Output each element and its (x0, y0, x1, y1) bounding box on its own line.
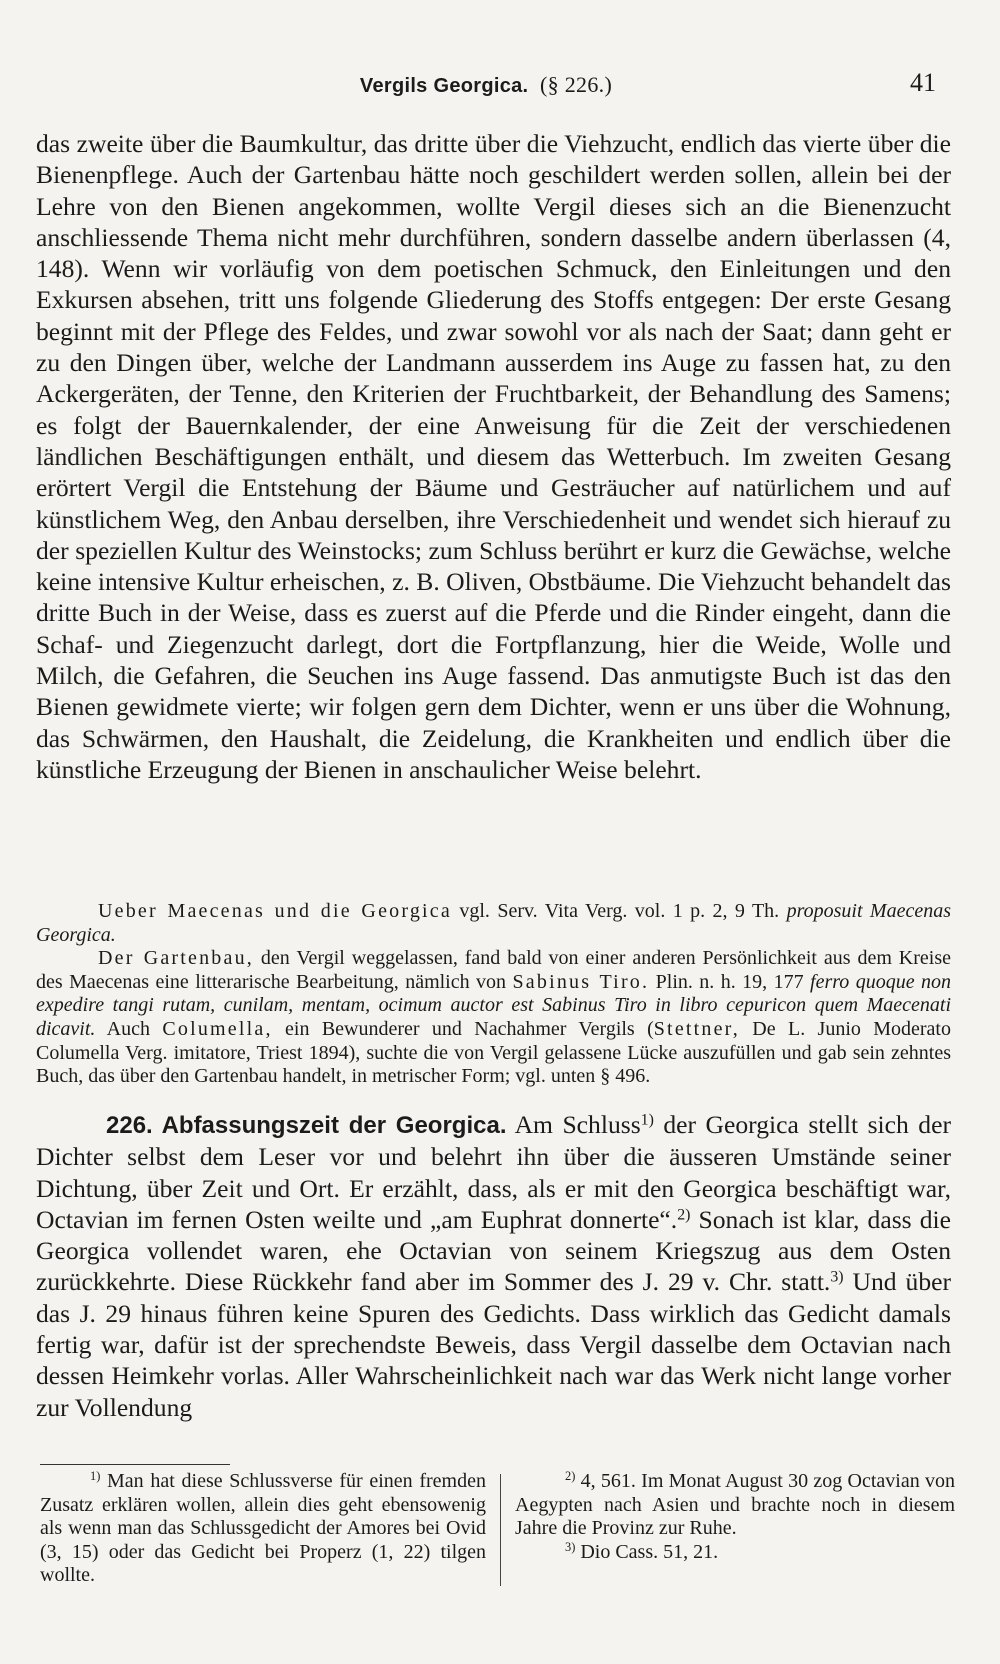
footnote-1 (40, 1470, 486, 1588)
footnote-ref-2[interactable]: 2) (677, 1206, 691, 1224)
running-title (36, 72, 936, 98)
note-pliny-quote: ferro quoque non expedire tangi rutam, cunilam, mentam, ocimum auctor est Sabinus Tiro in libro cepuricon quem Maecenati dicavit. (36, 970, 952, 1040)
page-number: 41 (910, 68, 936, 97)
footnote-3-text: Dio Cass. 51, 21. (575, 1540, 719, 1563)
note-maecenas-quote: proposuit Maecenas Georgica. (36, 900, 952, 946)
footnote-1-text: Man hat diese Schlussverse für einen fremden Zusatz erklären wollen, allein dies geht ebensowenig als wenn man das Schlussgedicht der Amores bei Ovid (3, 15) oder das Gedicht bei Properz (1, 22) tilgen wollte. (40, 1470, 486, 1586)
note-gartenbau-text-e: De L. Junio Moderato Columella Verg. imitatore, Triest 1894), suchte die von Vergil gelassene Lücke auszufüllen und gab sein zehntes Buch, das über den Gartenbau handelt, in metrischer Form; vgl. unten § 496. (36, 1017, 951, 1088)
note-gartenbau-text-c: Auch (95, 1017, 163, 1040)
footnote-1-mark: 1) (90, 1469, 101, 1484)
note-gartenbau-text-a: den Vergil weggelassen, fand bald von einer anderen Persönlichkeit aus dem Kreise des Maecenas eine litterarische Bearbeitung, nämlich von (36, 947, 951, 993)
small-print-notes (36, 900, 951, 1089)
section-paragraph (36, 1109, 951, 1423)
note-sabinus: Sabinus Tiro. (512, 970, 650, 993)
footnote-3 (515, 1541, 955, 1565)
running-title-main: Vergils Georgica. (359, 75, 529, 97)
main-text (36, 128, 951, 785)
section-226 (36, 1109, 951, 1423)
section-text-a: Am Schluss (506, 1110, 641, 1139)
note-maecenas-ref: vgl. Serv. Vita Verg. vol. 1 p. 2, 9 Th. (451, 900, 787, 922)
section-text-c: Sonach ist klar, dass die Georgica vollendet waren, ehe Octavian von seinem Kriegszug aus dem Osten zurückkehrte. Diese Rückkehr fand aber im Sommer des J. 29 v. Chr. statt. (36, 1204, 951, 1297)
note-stettner: Stettner, (653, 1017, 740, 1040)
note-gartenbau-text-d: ein Bewunderer und Nachahmer Vergils ( (272, 1017, 654, 1040)
footnotes (40, 1470, 955, 1590)
footnote-3-mark: 3) (565, 1539, 576, 1554)
note-columella: Columella, (162, 1017, 273, 1040)
footnote-2-text: 4, 561. Im Monat August 30 zog Octavian von Aegypten nach Asien und brachte noch in diesem Jahre die Provinz zur Ruhe. (515, 1470, 955, 1539)
section-heading: 226. Abfassungszeit der Georgica. (106, 1112, 507, 1139)
footnote-column-right (515, 1470, 955, 1564)
footnote-column-left (40, 1470, 486, 1588)
footnote-rule (40, 1464, 230, 1465)
body-paragraph: das zweite über die Baumkultur, das dritte über die Viehzucht, endlich das vierte über die Bienenpflege. Auch der Gartenbau hätte noch geschildert werden sollen, allein bei der Lehre von den Bienen angekommen, wollte Vergil dieses sich an die Bienenzucht anschliessende Thema nicht mehr durchführen, sondern dasselbe andern überlassen (4, 148). Wenn wir vorläufig von dem poetischen Schmuck, den Einleitungen und den Exkursen absehen, tritt uns folgende Gliederung des Stoffs entgegen: Der erste Gesang beginnt mit der Pflege des Feldes, und zwar sowohl vor als nach der Saat; dann geht er zu den Dingen über, welche der Landmann ausserdem ins Auge zu fassen hat, zu den Ackergeräten, der Tenne, den Kriterien der Fruchtbarkeit, der Behandlung des Samens; es folgt der Bauernkalender, der eine Anweisung für die Zeit der verschiedenen ländlichen Beschäftigungen enthält, und diesem das Wetterbuch. Im zweiten Gesang erörtert Vergil die Entstehung der Bäume und Gesträucher auf natürlichem und auf künstlichem Weg, den Anbau derselben, ihre Verschiedenheit und wendet sich hierauf zu der speziellen Kultur des Weinstocks; zum Schluss berührt er kurz die Gewächse, welche keine intensive Kultur erheischen, z. B. Oliven, Obstbäume. Die Viehzucht behandelt das dritte Buch in der Weise, dass es zuerst auf die Pferde und die Rinder eingeht, dann die Schaf- und Ziegenzucht darlegt, dort die Fortpflanzung, hier die Weide, Wolle und Milch, die Gefahren, die Seuchen ins Auge fassend. Das anmutigste Buch ist das den Bienen gewidmete vierte; wir folgen gern dem Dichter, wenn er uns über die Wohnung, das Schwärmen, den Haushalt, die Zeidelung, die Krankheiten und endlich über die künstliche Erzeugung der Bienen in anschaulicher Weise belehrt. (36, 129, 951, 784)
note-gartenbau-text-b: Plin. n. h. 19, 177 (649, 970, 811, 993)
footnote-ref-3[interactable]: 3) (830, 1268, 844, 1286)
footnote-column-divider (500, 1474, 501, 1586)
section-text-b: der Georgica stellt sich der Dichter selbst dem Leser vor und belehrt ihn über die äusseren Umstände seiner Dichtung, über Zeit und Ort. Er erzählt, dass, als er mit den Georgica beschäftigt war, Octavian im fernen Osten weilte und „am Euphrat donnerte“. (36, 1110, 951, 1234)
running-title-section: (§ 226.) (540, 72, 613, 97)
note-gartenbau-term: Der Gartenbau, (98, 947, 254, 970)
note-gartenbau (36, 947, 951, 1089)
page-header (36, 68, 936, 108)
section-text-d: Und über das J. 29 hinaus führen keine Spuren des Gedichts. Dass wirklich das Gedicht damals fertig war, dafür ist der sprechendste Beweis, dass Vergil dasselbe dem Octavian nach dessen Heimkehr vorlas. Aller Wahrscheinlichkeit nach war das Werk nicht lange vorher zur Vollendung (36, 1267, 951, 1422)
footnote-ref-1[interactable]: 1) (640, 1111, 654, 1129)
footnote-2-mark: 2) (565, 1469, 576, 1484)
footnote-2 (515, 1470, 955, 1541)
note-maecenas-term: Ueber Maecenas und die Georgica (98, 900, 452, 922)
note-maecenas (36, 900, 951, 947)
